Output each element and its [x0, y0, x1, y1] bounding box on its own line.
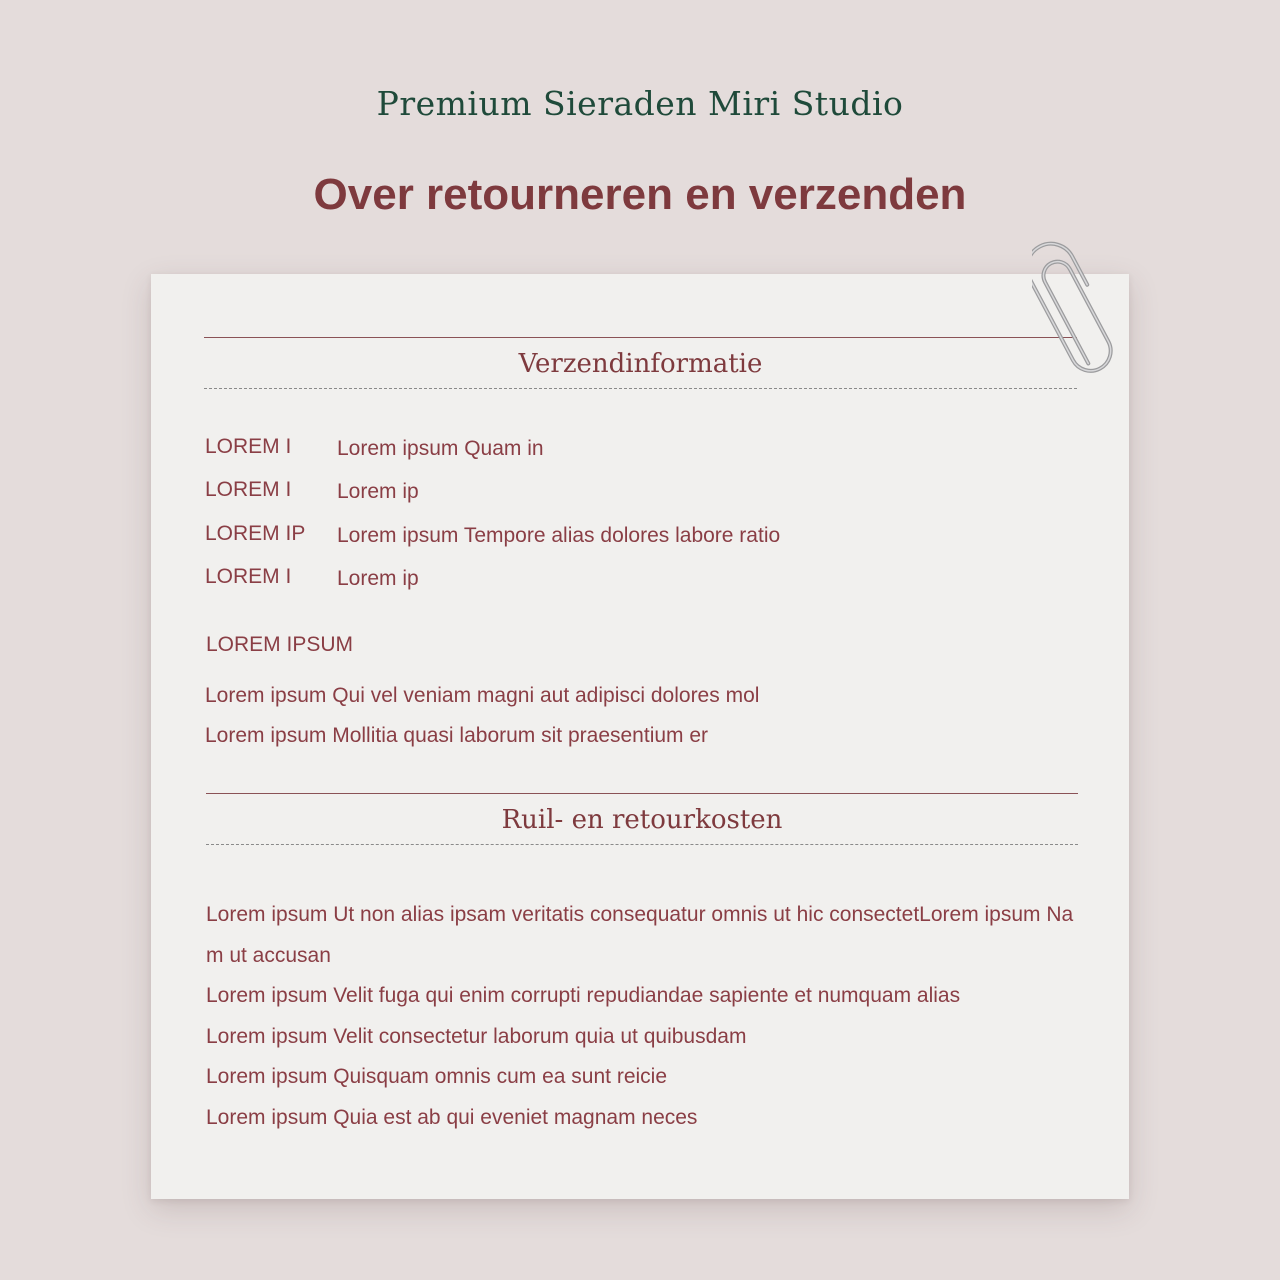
page-title: Over retourneren en verzenden [313, 170, 967, 219]
shipping-row-value: Lorem ipsum Tempore alias dolores labore ratio [337, 524, 781, 547]
shipping-row-label: LOREM I [205, 478, 292, 501]
shipping-line: Lorem ipsum Qui vel veniam magni aut adipisci dolores mol [205, 684, 760, 707]
returns-line: Lorem ipsum Velit fuga qui enim corrupti repudiandae sapiente et numquam alias [206, 984, 961, 1008]
shipping-row-label: LOREM I [205, 435, 292, 458]
shipping-line: Lorem ipsum Mollitia quasi laborum sit praesentium er [205, 724, 709, 747]
paperclip-icon [1032, 236, 1116, 386]
returns-bottom-rule [206, 844, 1078, 845]
returns-paragraph [206, 895, 1084, 1139]
shipping-subheading: LOREM IPSUM [206, 633, 354, 656]
shipping-section-header [204, 337, 1077, 389]
shipping-paragraph [205, 676, 759, 756]
shipping-row-value: Lorem ipsum Quam in [337, 437, 544, 460]
shipping-row-label: LOREM IP [205, 522, 306, 545]
shipping-bottom-rule [204, 388, 1077, 389]
returns-line: Lorem ipsum Quia est ab qui eveniet magnam neces [206, 1105, 698, 1129]
returns-section-header [206, 793, 1078, 845]
shipping-section-title: Verzendinformatie [518, 349, 763, 379]
info-card [151, 274, 1129, 1199]
shipping-row-value: Lorem ip [337, 480, 419, 503]
returns-section-title: Ruil- en retourkosten [501, 805, 783, 835]
brand-name: Premium Sieraden Miri Studio [376, 84, 904, 123]
shipping-row-label: LOREM I [205, 565, 292, 588]
shipping-row-value: Lorem ip [337, 567, 419, 590]
returns-line: Lorem ipsum Ut non alias ipsam veritatis consequatur omnis ut hic consectetLorem ipsum Nam ut accusan [206, 903, 1074, 967]
returns-line: Lorem ipsum Velit consectetur laborum quia ut quibusdam [206, 1024, 747, 1048]
returns-line: Lorem ipsum Quisquam omnis cum ea sunt reicie [206, 1065, 668, 1089]
